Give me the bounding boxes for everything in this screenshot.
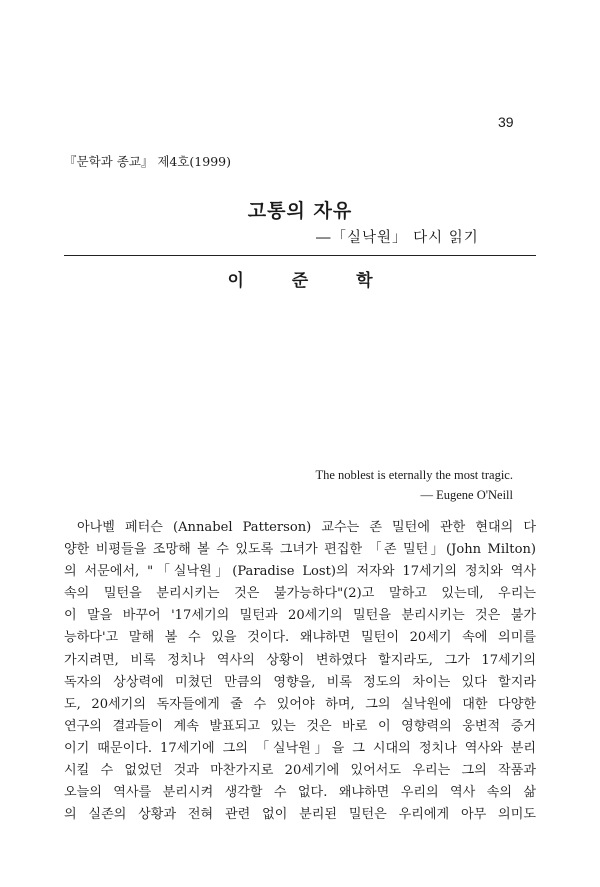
body-line: 이 말을 바꾸어 '17세기의 밀턴과 20세기의 밀턴을 분리시키는 것은 불가	[64, 608, 536, 624]
body-line: 능하다'고 말해 볼 수 있을 것이다. 왜냐하면 밀턴이 20세기 속에 의미를	[64, 630, 536, 646]
body-line: 속의 밀턴을 분리시키는 것은 불가능하다"(2)고 말하고 있는데, 우리는	[64, 586, 536, 602]
title-divider	[64, 255, 536, 256]
body-line: 독자의 상상력에 미쳤던 만큼의 영향을, 비록 정도의 차이는 있다 할지라	[64, 674, 536, 690]
body-line: 이기 때문이다. 17세기에 그의 「실낙원」을 그 시대의 정치나 역사와 분리	[64, 740, 536, 756]
body-line: 의 실존의 상황과 전혀 관련 없이 분리된 밀턴은 우리에게 아무 의미도	[64, 807, 536, 823]
body-line: 도, 20세기의 독자들에게 줄 수 있어야 하며, 그의 실낙원에 대한 다양한	[64, 696, 536, 712]
epigraph-source: ― Eugene O'Neill	[420, 488, 513, 502]
body-line: 의 서문에서, "「실낙원」(Paradise Lost)의 저자와 17세기의 정치와 역사	[64, 564, 536, 580]
article-title: 고통의 자유	[247, 200, 353, 222]
body-line: 오늘의 역사를 분리시켜 생각할 수 없다. 왜냐하면 우리의 역사 속의 삶	[64, 785, 536, 801]
journal-citation: 『문학과 종교』 제4호(1999)	[64, 154, 231, 169]
page-number: 39	[498, 114, 514, 130]
body-line: 시킬 수 없었던 것과 마찬가지로 20세기에 있어서도 우리는 그의 작품과	[64, 763, 536, 779]
author-name: 이 준 학	[227, 271, 373, 291]
epigraph-quote: The noblest is eternally the most tragic.	[315, 468, 513, 482]
body-paragraph	[64, 517, 536, 826]
body-line: 양한 비평들을 조망해 볼 수 있도록 그녀가 편집한 「존 밀턴」(John Milton)	[64, 542, 536, 558]
body-line: 아나벨 페터슨 (Annabel Patterson) 교수는 존 밀턴에 관한 현대의 다	[77, 520, 536, 535]
article-subtitle: ―「실낙원」 다시 읽기	[316, 230, 479, 246]
body-line: 연구의 결과들이 계속 발표되고 있는 것은 바로 이 영향력의 웅변적 증거	[64, 718, 536, 734]
body-line: 가지려면, 비록 정치나 역사의 상황이 변하였다 할지라도, 그가 17세기의	[64, 652, 536, 668]
